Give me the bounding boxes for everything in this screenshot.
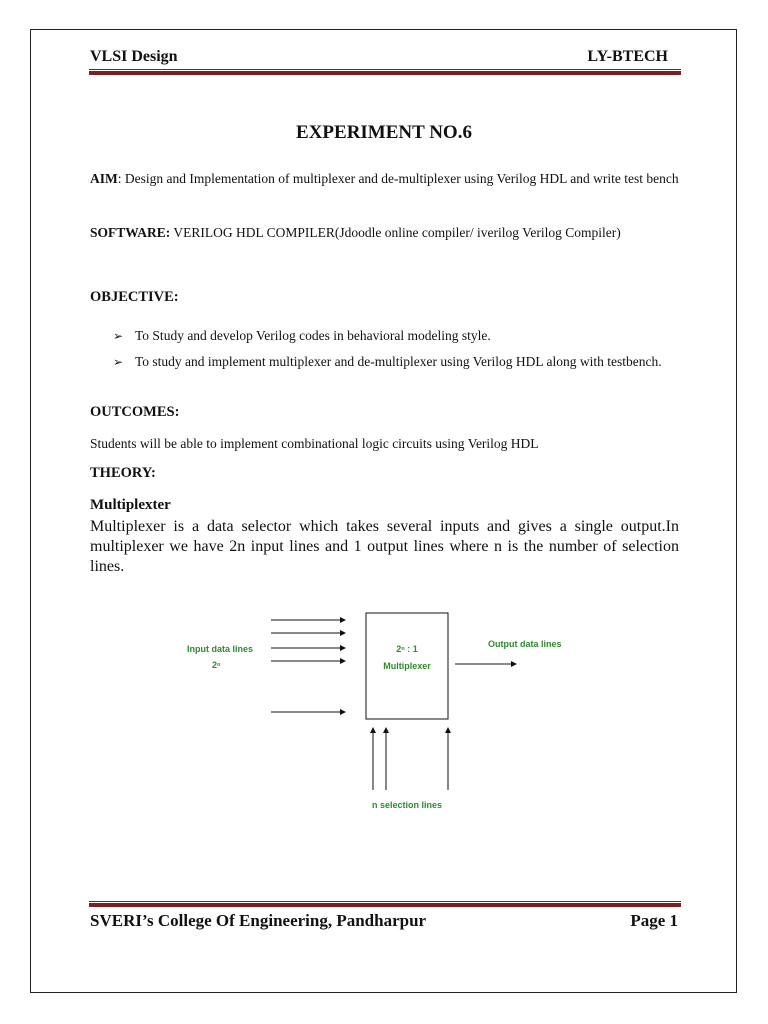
output-label: Output data lines bbox=[488, 639, 562, 649]
objective-item bbox=[113, 353, 673, 371]
objective-item bbox=[113, 327, 673, 345]
footer-page-number: Page 1 bbox=[630, 911, 678, 930]
objective-heading: OBJECTIVE: bbox=[90, 289, 179, 305]
objective-item-text: To Study and develop Verilog codes in behavioral modeling style. bbox=[135, 328, 491, 343]
multiplexer-diagram bbox=[170, 606, 590, 826]
input-count: 2ⁿ bbox=[212, 660, 221, 670]
theory-text: Multiplexer is a data selector which takes several inputs and gives a single output.In multiplexer we have 2n input lines and 1 output lines where n is the number of selection lines. bbox=[90, 518, 679, 575]
outcomes-heading: OUTCOMES: bbox=[90, 404, 180, 420]
experiment-title: EXPERIMENT NO.6 bbox=[296, 122, 472, 143]
footer-college: SVERI’s College Of Engineering, Pandharpur bbox=[90, 911, 427, 930]
header-rule-thin bbox=[89, 69, 681, 70]
footer-rule-thin bbox=[89, 901, 681, 902]
block-name: Multiplexer bbox=[383, 661, 431, 671]
header-course: VLSI Design bbox=[90, 48, 178, 65]
theory-heading: THEORY: bbox=[90, 465, 156, 481]
aim-text: : Design and Implementation of multiplexer and de-multiplexer using Verilog HDL and write test bench bbox=[117, 171, 679, 186]
block-ratio: 2ⁿ : 1 bbox=[396, 644, 418, 654]
aim-label: AIM bbox=[90, 171, 118, 186]
footer-rule-thick bbox=[89, 903, 681, 907]
arrow-bullet-icon: ➢ bbox=[113, 329, 124, 343]
objective-list bbox=[113, 327, 673, 379]
input-label: Input data lines bbox=[187, 644, 254, 654]
aim-paragraph bbox=[90, 170, 680, 188]
arrow-bullet-icon: ➢ bbox=[113, 355, 124, 369]
theory-subheading: Multiplexter bbox=[90, 497, 171, 513]
header-class: LY-BTECH bbox=[587, 48, 668, 65]
software-paragraph bbox=[90, 224, 680, 242]
objective-item-text: To study and implement multiplexer and de-multiplexer using Verilog HDL along with testbench. bbox=[135, 354, 662, 369]
outcomes-text: Students will be able to implement combinational logic circuits using Verilog HDL bbox=[90, 436, 539, 451]
header-rule-thick bbox=[89, 71, 681, 75]
software-label: SOFTWARE: bbox=[90, 225, 171, 240]
software-text: VERILOG HDL COMPILER(Jdoodle online compiler/ iverilog Verilog Compiler) bbox=[170, 225, 621, 240]
select-label: n selection lines bbox=[371, 800, 443, 810]
